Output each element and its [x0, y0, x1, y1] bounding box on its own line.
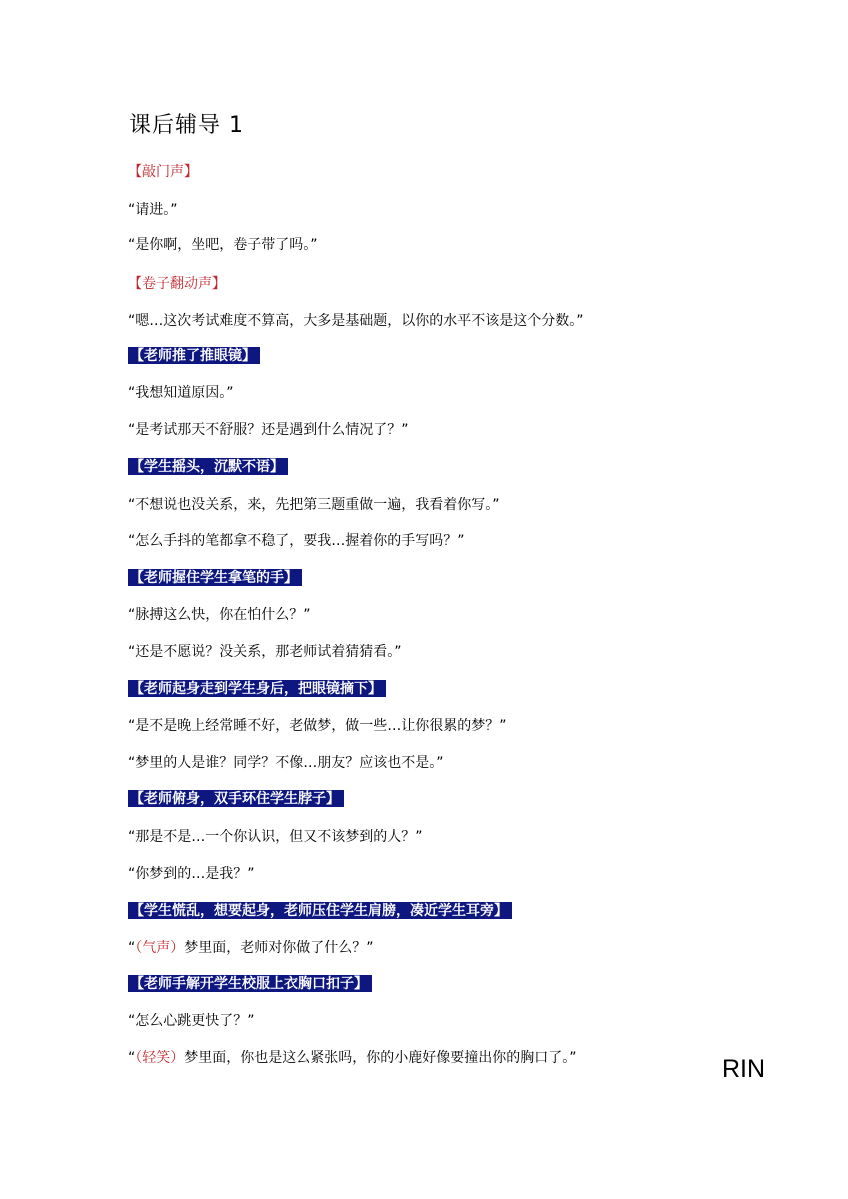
dialogue-line: [128, 530, 465, 552]
dialogue-line: [128, 234, 318, 256]
aside-cue: （气声）: [135, 940, 185, 956]
dialogue-text: “脉搏这么快，你在怕什么？”: [128, 607, 311, 623]
action-cue-text: 【老师俯身，双手环住学生脖子】: [128, 790, 344, 807]
action-cue: [128, 678, 386, 700]
dialogue-line: [128, 1010, 255, 1032]
dialogue-text: “还是不愿说？没关系，那老师试着猜猜看。”: [128, 644, 402, 660]
action-cue: [128, 456, 288, 478]
dialogue-text: “那是不是…一个你认识，但又不该梦到的人？”: [128, 829, 423, 845]
dialogue-line: [128, 641, 402, 663]
action-cue-text: 【老师推了推眼镜】: [128, 347, 260, 364]
dialogue-line: [128, 419, 409, 441]
dialogue-line: [128, 937, 374, 959]
dialogue-text: “不想说也没关系，来，先把第三题重做一遍，我看着你写。”: [128, 497, 500, 513]
action-cue-text: 【学生摇头，沉默不语】: [128, 458, 288, 475]
action-cue: [128, 900, 512, 922]
action-cue-text: 【老师起身走到学生身后，把眼镜摘下】: [128, 680, 386, 697]
document-title: 课后辅导 1: [129, 113, 244, 138]
dialogue-text: “梦里的人是谁？同学？不像…朋友？应该也不是。”: [128, 755, 444, 771]
dialogue-open-quote: “: [128, 1050, 136, 1066]
action-cue: [128, 973, 372, 995]
sound-cue-text: 【敲门声】: [128, 164, 198, 180]
dialogue-line: [128, 715, 507, 737]
action-cue-text: 【学生慌乱，想要起身，老师压住学生肩膀，凑近学生耳旁】: [128, 902, 512, 919]
dialogue-text: 梦里面，老师对你做了什么？”: [184, 940, 374, 956]
action-cue: [128, 567, 302, 589]
dialogue-text: “是考试那天不舒服？还是遇到什么情况了？”: [128, 422, 409, 438]
aside-cue: （轻笑）: [135, 1050, 185, 1066]
action-cue-text: 【老师手解开学生校服上衣胸口扣子】: [128, 975, 372, 992]
dialogue-open-quote: “: [128, 940, 136, 956]
author-signature: RIN: [722, 1055, 766, 1083]
dialogue-line: [128, 863, 255, 885]
action-cue-text: 【老师握住学生拿笔的手】: [128, 569, 302, 586]
sound-cue-text: 【卷子翻动声】: [128, 276, 226, 292]
dialogue-text: “是不是晚上经常睡不好，老做梦，做一些…让你很累的梦？”: [128, 718, 507, 734]
dialogue-line: [128, 382, 234, 404]
action-cue: [128, 345, 260, 367]
sound-cue: [128, 161, 198, 183]
dialogue-text: “嗯…这次考试难度不算高，大多是基础题，以你的水平不该是这个分数。”: [128, 313, 584, 329]
dialogue-line: [128, 826, 423, 848]
dialogue-line: [128, 752, 444, 774]
dialogue-text: “我想知道原因。”: [128, 385, 234, 401]
dialogue-text: “你梦到的…是我？”: [128, 866, 255, 882]
dialogue-line: [128, 604, 311, 626]
dialogue-text: “怎么心跳更快了？”: [128, 1013, 255, 1029]
dialogue-text: “怎么手抖的笔都拿不稳了，要我…握着你的手写吗？”: [128, 533, 465, 549]
dialogue-text: 梦里面，你也是这么紧张吗，你的小鹿好像要撞出你的胸口了。”: [184, 1050, 577, 1066]
dialogue-text: “请进。”: [128, 202, 178, 218]
dialogue-line: [128, 1047, 577, 1069]
dialogue-line: [128, 199, 178, 221]
dialogue-line: [128, 310, 584, 332]
dialogue-text: “是你啊，坐吧，卷子带了吗。”: [128, 237, 318, 253]
sound-cue: [128, 273, 226, 295]
dialogue-line: [128, 494, 500, 516]
action-cue: [128, 788, 344, 810]
